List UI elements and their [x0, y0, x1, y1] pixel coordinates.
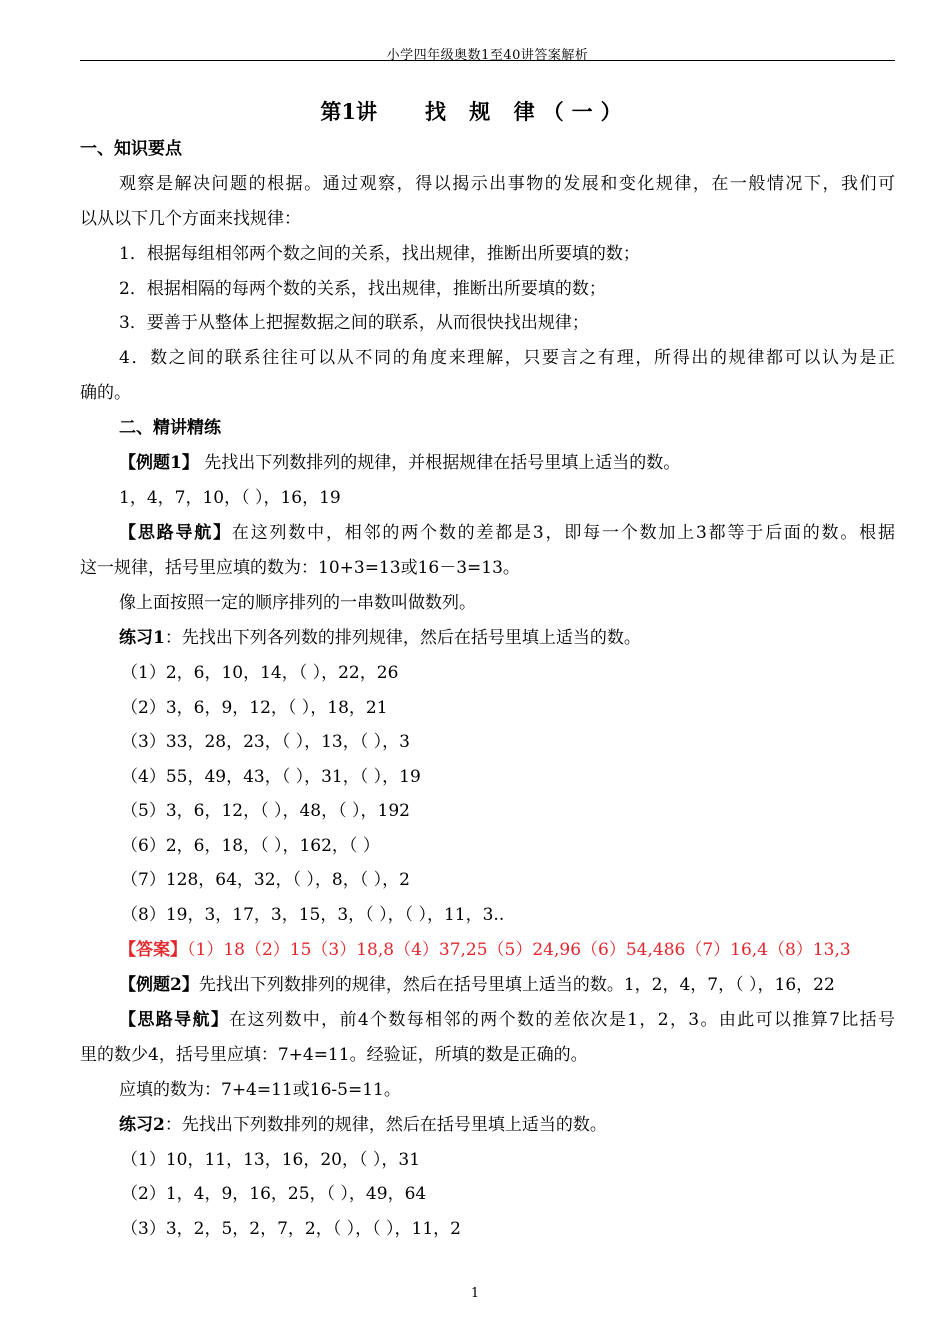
- practice2-item-3: （3）3，2，5，2，7，2，（ ），（ ），11，2: [121, 1219, 461, 1239]
- practice2-label: 练习2: [119, 1115, 165, 1135]
- knowledge-point-1: 1．根据每组相邻两个数之间的关系，找出规律，推断出所要填的数；: [119, 244, 640, 264]
- practice1-item-1: （1）2，6，10，14，（ ），22，26: [121, 663, 399, 683]
- hint1-text: 在这列数中，相邻的两个数的差都是3，即每一个数加上3都等于后面的数。根据: [231, 523, 895, 543]
- practice1-heading: [119, 627, 641, 649]
- practice1-item-5: （5）3，6，12，（ ），48，（ ），192: [121, 801, 410, 821]
- practice1-item-6: （6）2，6，18，（ ），162，（ ）: [121, 836, 380, 856]
- hint1-line-1: [119, 522, 895, 544]
- practice1-item-8: （8）19，3，17，3，15，3，（ ），（ ），11，3..: [121, 905, 505, 925]
- intro-line-2: 以从以下几个方面来找规律：: [80, 209, 301, 229]
- answer1-label: 【答案】: [119, 940, 187, 960]
- practice1-text: ：先找出下列各列数的排列规律，然后在括号里填上适当的数。: [164, 628, 641, 648]
- knowledge-point-2: 2．根据相隔的每两个数的关系，找出规律，推断出所要填的数；: [119, 279, 606, 299]
- practice1-item-3: （3）33，28，23，（ ），13，（ ），3: [121, 732, 410, 752]
- answer1-line: [119, 939, 851, 961]
- lecture-title: [0, 96, 950, 126]
- example2-line: [119, 974, 835, 996]
- example1-sequence: 1，4，7，10，（ ），16，19: [119, 488, 341, 508]
- practice2-item-1: （1）10，11，13，16，20，（ ），31: [121, 1150, 421, 1170]
- hint1-line-2: 这一规律，括号里应填的数为：10+3=13或16－3=13。: [80, 558, 520, 578]
- sequence-definition: 像上面按照一定的顺序排列的一串数叫做数列。: [119, 593, 476, 613]
- practice1-label: 练习1: [119, 628, 165, 648]
- practice1-item-2: （2）3，6，9，12，（ ），18，21: [121, 698, 388, 718]
- hint1-label: 【思路导航】: [119, 523, 232, 543]
- practice2-heading: [119, 1114, 607, 1136]
- hint2-label: 【思路导航】: [119, 1010, 230, 1030]
- section2-heading: 二、精讲精练: [119, 418, 221, 438]
- page-header: 小学四年级奥数1至40讲答案解析: [386, 48, 589, 63]
- knowledge-point-4: 4．数之间的联系往往可以从不同的角度来理解，只要言之有理，所得出的规律都可以认为是正: [119, 348, 895, 368]
- example1-label: 【例题1】: [119, 453, 199, 473]
- hint2-line-2: 里的数少4，括号里应填：7+4=11。经验证，所填的数是正确的。: [80, 1045, 588, 1065]
- practice2-text: ：先找出下列数排列的规律，然后在括号里填上适当的数。: [164, 1115, 607, 1135]
- lecture-topic: 找 规 律（一）: [425, 99, 630, 124]
- answer1-text: （1）18（2）15（3）18,8（4）37,25（5）24,96（6）54,486（7）16,4（8）13,3: [187, 940, 851, 960]
- example1-line: [119, 452, 680, 474]
- header-rule: [80, 60, 895, 61]
- section1-heading: 一、知识要点: [80, 139, 182, 159]
- practice1-item-7: （7）128，64，32，（ ），8，（ ），2: [121, 870, 410, 890]
- example1-text: 先找出下列数排列的规律，并根据规律在括号里填上适当的数。: [198, 453, 681, 473]
- page-number: 1: [470, 1286, 480, 1301]
- knowledge-point-3: 3．要善于从整体上把握数据之间的联系，从而很快找出规律；: [119, 313, 589, 333]
- example2-text: 先找出下列数排列的规律，然后在括号里填上适当的数。1，2，4，7，（ ），16，22: [198, 975, 835, 995]
- example2-fill: 应填的数为：7+4=11或16-5=11。: [119, 1080, 401, 1100]
- practice1-item-4: （4）55，49，43，（ ），31，（ ），19: [121, 767, 421, 787]
- example2-label: 【例题2】: [119, 975, 199, 995]
- hint2-line-1: [119, 1009, 895, 1031]
- intro-line-1: 观察是解决问题的根据。通过观察，得以揭示出事物的发展和变化规律，在一般情况下，我们可: [119, 174, 895, 194]
- lecture-number: 第1讲: [320, 99, 377, 124]
- hint2-text: 在这列数中，前4个数每相邻的两个数的差依次是1，2，3。由此可以推算7比括号: [229, 1010, 896, 1030]
- knowledge-point-4-cont: 确的。: [80, 383, 131, 403]
- practice2-item-2: （2）1，4，9，16，25，（ ），49，64: [121, 1184, 427, 1204]
